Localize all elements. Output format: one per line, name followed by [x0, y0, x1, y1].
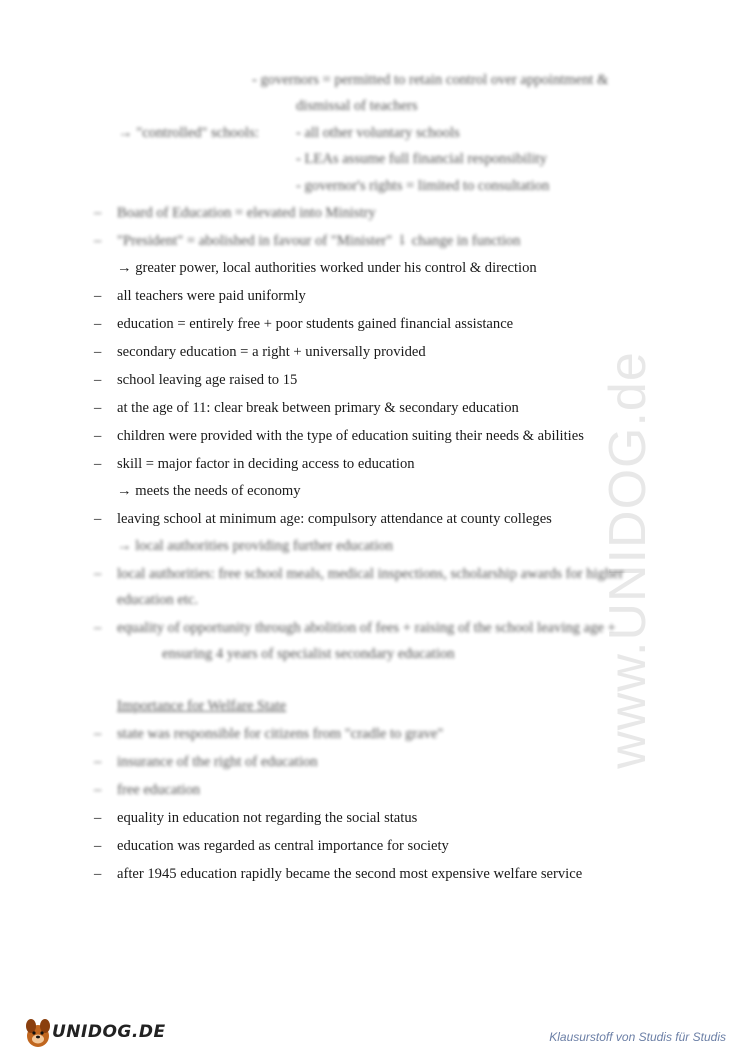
blurred-line: - LEAs assume full financial responsibility	[296, 151, 547, 167]
bullet-dash: –	[94, 316, 102, 332]
bullet-dash: –	[94, 782, 102, 798]
bullet-dash: –	[94, 344, 102, 360]
blurred-line: → "controlled" schools:	[118, 125, 259, 141]
unidog-logo[interactable]	[22, 1016, 166, 1052]
bullet-dash: –	[94, 511, 102, 527]
list-item: secondary education = a right + universally provided	[117, 344, 426, 360]
list-item: skill = major factor in deciding access to education	[117, 456, 415, 472]
bullet-dash: –	[94, 754, 102, 770]
section-heading: Importance for Welfare State	[117, 698, 287, 714]
bullet-dash: –	[94, 866, 102, 882]
bullet-dash: –	[94, 810, 102, 826]
blurred-line: - governors = permitted to retain control over appointment &	[252, 72, 609, 88]
watermark: www.UNIDOG.de	[599, 351, 657, 769]
arrow-note: → meets the needs of economy	[117, 483, 301, 499]
blurred-line: state was responsible for citizens from "cradle to grave"	[117, 726, 444, 742]
blurred-line: → local authorities providing further education	[117, 538, 393, 554]
footer-tagline: Klausurstoff von Studis für Studis	[549, 1030, 726, 1044]
list-item: education was regarded as central importance for society	[117, 838, 449, 854]
blurred-line: local authorities: free school meals, medical inspections, scholarship awards for higher	[117, 566, 624, 582]
blurred-line: Board of Education = elevated into Ministry	[117, 205, 376, 221]
bullet-dash: –	[94, 288, 102, 304]
list-item: after 1945 education rapidly became the second most expensive welfare service	[117, 866, 583, 882]
list-item: leaving school at minimum age: compulsory attendance at county colleges	[117, 511, 552, 527]
arrow-note: → greater power, local authorities worked under his control & direction	[117, 260, 537, 276]
list-item: at the age of 11: clear break between primary & secondary education	[117, 400, 519, 416]
list-item: school leaving age raised to 15	[117, 372, 298, 388]
blurred-line: "President" = abolished in favour of "Minister" ⇂ change in function	[117, 233, 521, 249]
blurred-line: - governor's rights = limited to consultation	[296, 178, 550, 194]
bullet-dash: –	[94, 400, 102, 416]
blurred-line: - all other voluntary schools	[296, 125, 460, 141]
list-item: education = entirely free + poor students gained financial assistance	[117, 316, 514, 332]
blurred-line: ensuring 4 years of specialist secondary education	[162, 646, 455, 662]
list-item: equality in education not regarding the social status	[117, 810, 418, 826]
bullet-dash: –	[94, 205, 102, 221]
bullet-dash: –	[94, 233, 102, 249]
logo-text: UNIDOG.DE	[52, 1022, 166, 1042]
bullet-dash: –	[94, 838, 102, 854]
bullet-dash: –	[94, 456, 102, 472]
bullet-dash: –	[94, 428, 102, 444]
blurred-line: insurance of the right of education	[117, 754, 318, 770]
blurred-line: equality of opportunity through abolition of fees + raising of the school leaving age +	[117, 620, 616, 636]
blurred-line: education etc.	[117, 592, 199, 608]
list-item: all teachers were paid uniformly	[117, 288, 306, 304]
bullet-dash: –	[94, 566, 102, 582]
dog-icon	[22, 1016, 54, 1050]
list-item: children were provided with the type of education suiting their needs & abilities	[117, 428, 584, 444]
bullet-dash: –	[94, 620, 102, 636]
blurred-line: free education	[117, 782, 201, 798]
bullet-dash: –	[94, 372, 102, 388]
bullet-dash: –	[94, 726, 102, 742]
blurred-line: dismissal of teachers	[296, 98, 418, 114]
